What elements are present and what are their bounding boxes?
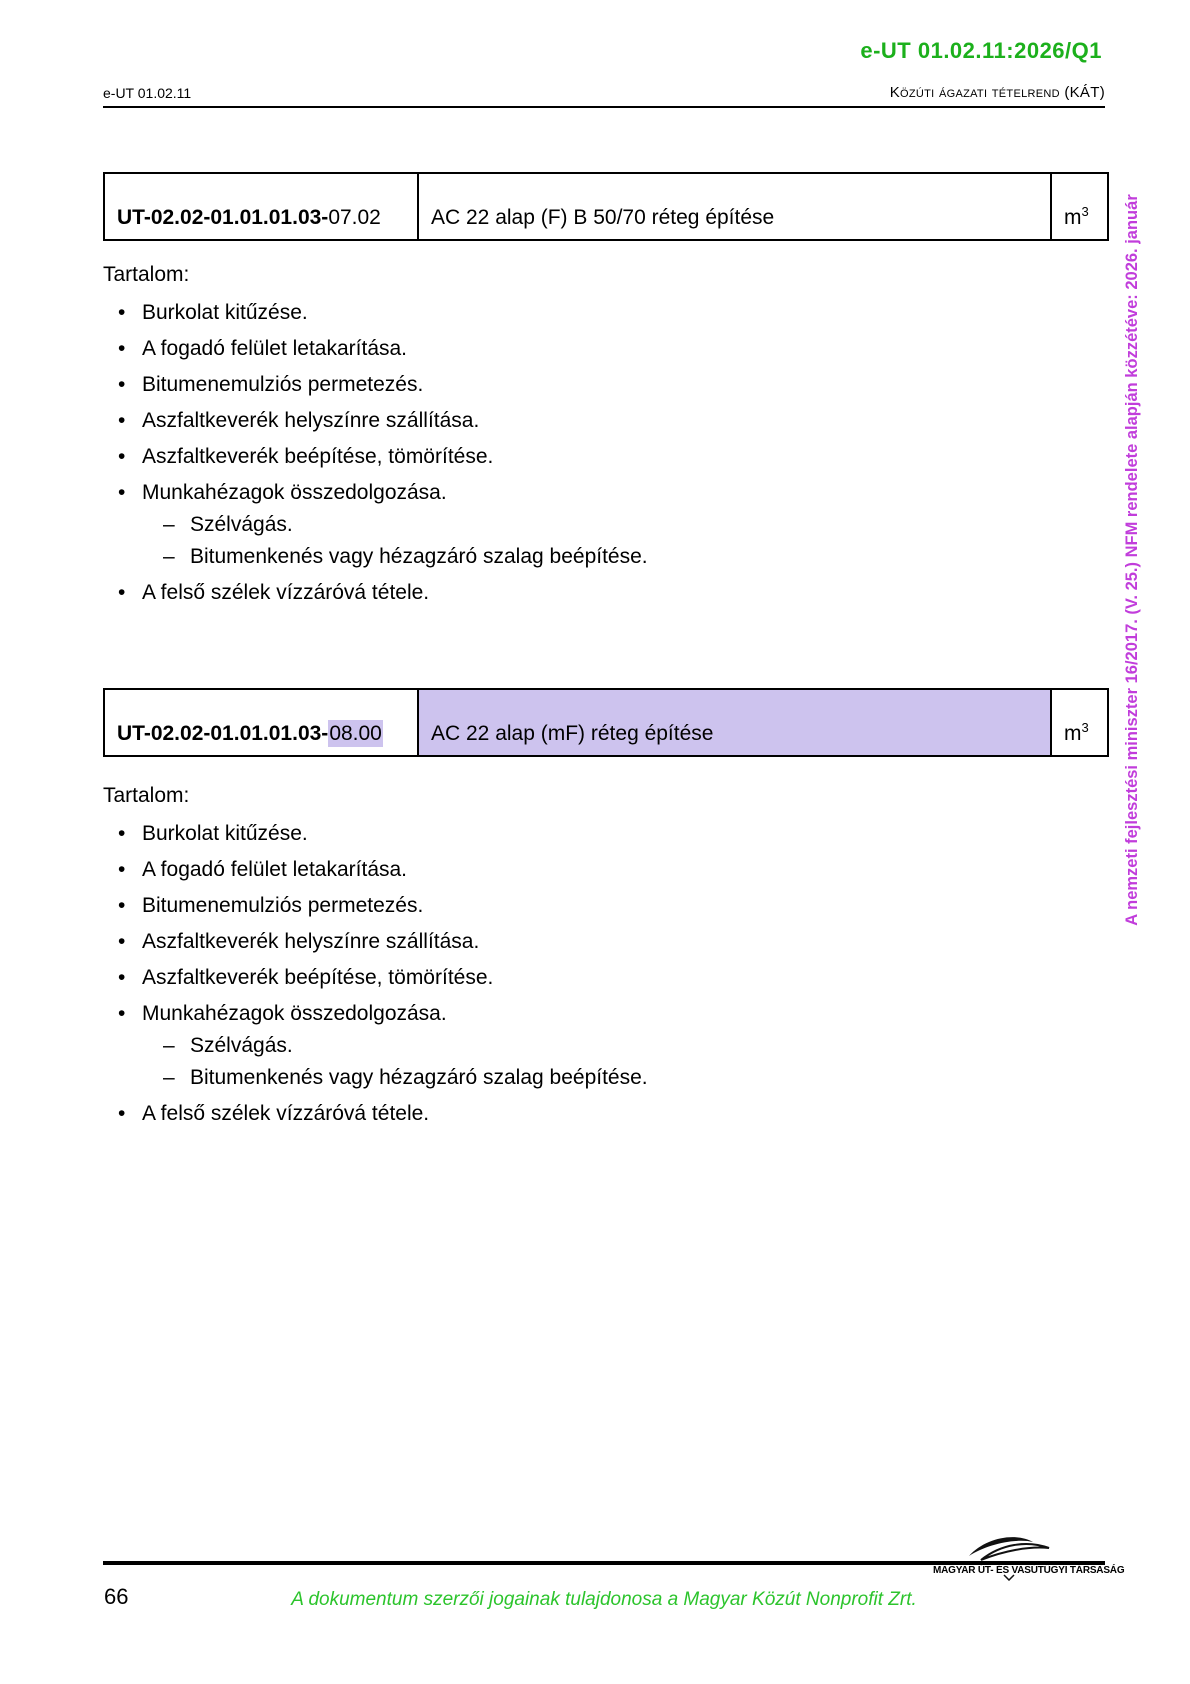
item-section-2 (103, 688, 1107, 1127)
header-doc-code: e-UT 01.02.11 (103, 85, 192, 101)
item-code-suffix: 08.00 (329, 722, 382, 745)
content-list (103, 300, 1107, 606)
content-bullet (103, 1001, 1107, 1091)
header-doc-name: Közúti ágazati tételrend (KÁT) (889, 84, 1105, 101)
bullet-text: A felső szélek vízzáróvá tétele. (142, 1102, 430, 1125)
item-table (103, 172, 1109, 241)
content-bullet (103, 336, 1107, 362)
content-sub-bullet: – Bitumenkenés vagy hézagzáró szalag beépítése. (142, 544, 1107, 570)
item-code-cell (104, 173, 418, 240)
bullet-text: Burkolat kitűzése. (142, 301, 308, 324)
content-bullet (103, 965, 1107, 991)
item-row (104, 173, 1108, 240)
item-section-1 (103, 172, 1107, 606)
bullet-text: A fogadó felület letakarítása. (142, 337, 408, 360)
main-content (103, 172, 1107, 1137)
unit-base: m (1064, 206, 1082, 229)
bullet-text: Bitumenemulziós permetezés. (142, 894, 424, 917)
content-bullet (103, 300, 1107, 326)
content-bullet (103, 372, 1107, 398)
content-list (103, 821, 1107, 1127)
association-logo (933, 1534, 1125, 1581)
side-note-decree: A nemzeti fejlesztési miniszter 16/2017. (V. 25.) NFM rendelete alapján közzétéve: 2026. január (1123, 194, 1141, 926)
bullet-text: Aszfaltkeverék beépítése, tömörítése. (142, 445, 494, 468)
item-code-prefix: UT-02.02-01.01.01.03- (117, 206, 329, 229)
item-code-suffix: 07.02 (328, 206, 381, 229)
content-bullet (103, 821, 1107, 847)
item-unit-cell (1051, 173, 1108, 240)
swoosh-icon (967, 1534, 1051, 1564)
content-sub-bullet: – Szélvágás. (142, 512, 1107, 538)
bullet-text: A fogadó felület letakarítása. (142, 858, 408, 881)
item-code-prefix: UT-02.02-01.01.01.03- (117, 722, 329, 745)
item-table (103, 688, 1109, 757)
content-bullet (103, 580, 1107, 606)
content-heading: Tartalom: (103, 263, 190, 286)
unit-base: m (1064, 722, 1082, 745)
content-bullet (103, 408, 1107, 434)
page-header (103, 84, 1105, 108)
content-bullet (103, 1101, 1107, 1127)
bullet-text: Munkahézagok összedolgozása. (142, 481, 447, 504)
content-bullet (103, 929, 1107, 955)
bullet-text: Aszfaltkeverék helyszínre szállítása. (142, 409, 480, 432)
bullet-text: Aszfaltkeverék helyszínre szállítása. (142, 930, 480, 953)
content-bullet (103, 857, 1107, 883)
page-number: 66 (104, 1584, 129, 1609)
bullet-text: A felső szélek vízzáróvá tétele. (142, 581, 430, 604)
item-unit-cell (1051, 689, 1108, 756)
item-title-cell: AC 22 alap (F) B 50/70 réteg építése (418, 173, 1051, 240)
item-title-cell: AC 22 alap (mF) réteg építése (418, 689, 1051, 756)
bullet-text: Burkolat kitűzése. (142, 822, 308, 845)
content-bullet (103, 480, 1107, 570)
content-bullet (103, 444, 1107, 470)
bullet-text: Bitumenemulziós permetezés. (142, 373, 424, 396)
content-sub-bullet: – Bitumenkenés vagy hézagzáró szalag beépítése. (142, 1065, 1107, 1091)
bullet-text: Munkahézagok összedolgozása. (142, 1002, 447, 1025)
item-row (104, 689, 1108, 756)
bullet-text: Aszfaltkeverék beépítése, tömörítése. (142, 966, 494, 989)
content-heading: Tartalom: (103, 784, 190, 807)
unit-exponent: 3 (1081, 204, 1089, 219)
content-sub-bullet: – Szélvágás. (142, 1033, 1107, 1059)
content-bullet (103, 893, 1107, 919)
association-name: MAGYAR ÚT- ÉS VASÚTÜGYI TÁRSASÁG (933, 1565, 1125, 1576)
item-code-cell (104, 689, 418, 756)
standard-reference: e-UT 01.02.11:2026/Q1 (860, 38, 1102, 63)
copyright-notice: A dokumentum szerzői jogainak tulajdonosa a Magyar Közút Nonprofit Zrt. (291, 1589, 917, 1610)
unit-exponent: 3 (1081, 720, 1089, 735)
